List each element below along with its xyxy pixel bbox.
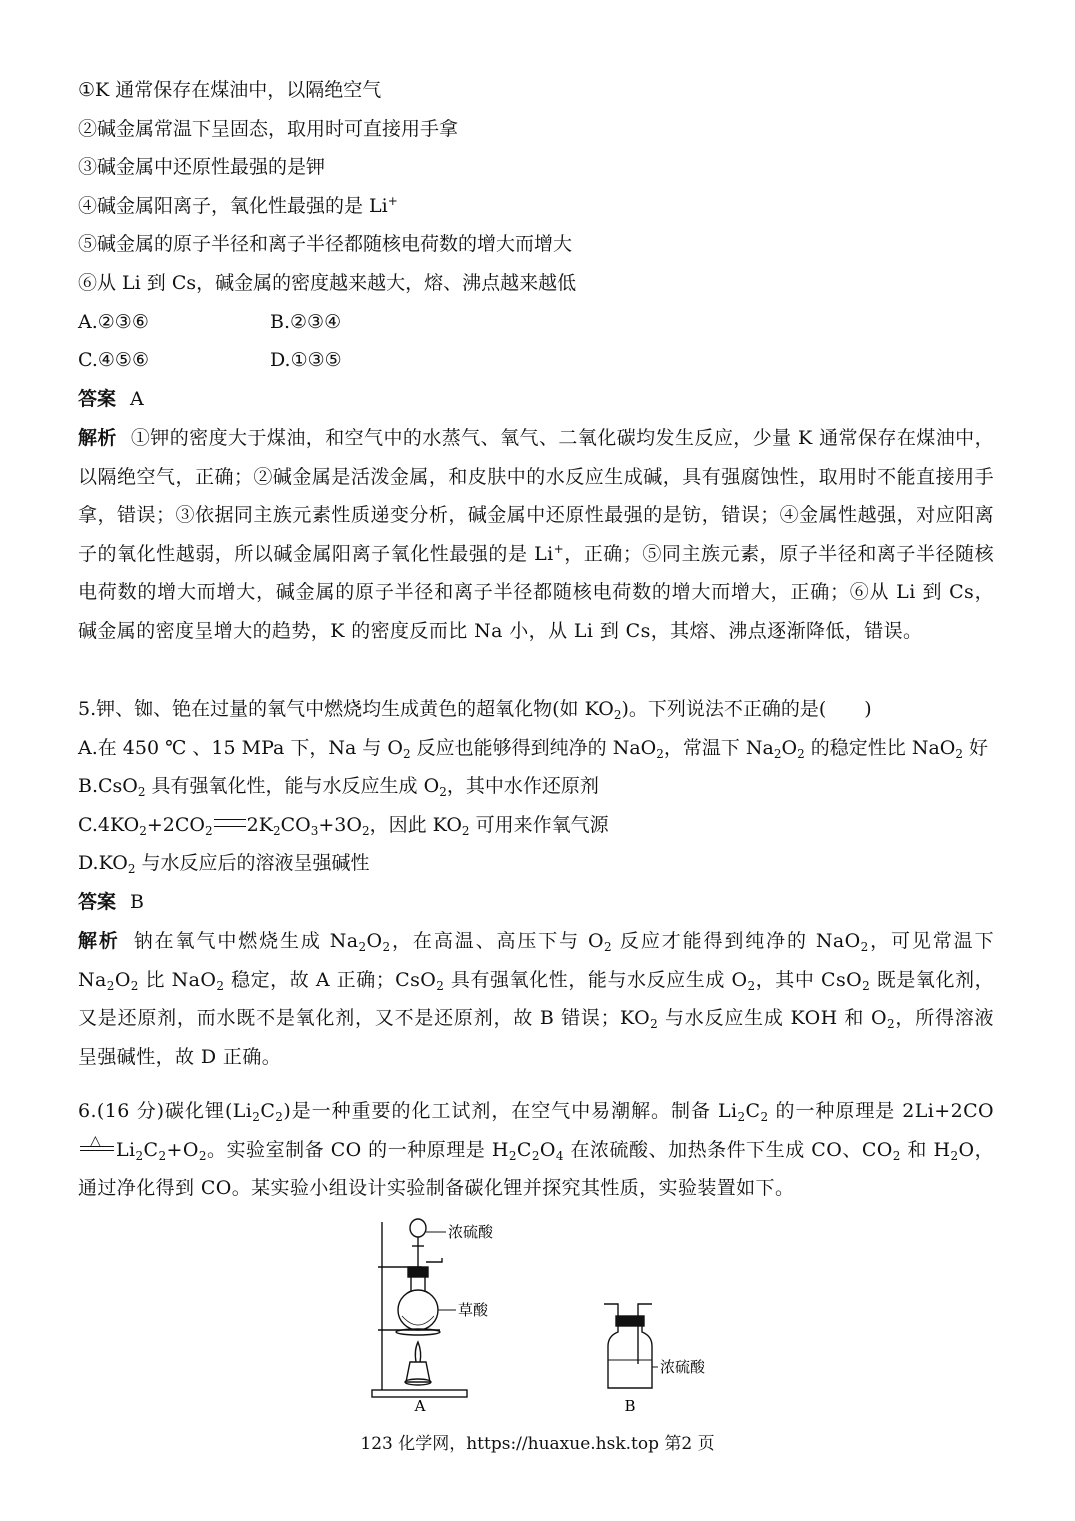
statement-2: ②碱金属常温下呈固态，取用时可直接用手拿 (78, 118, 459, 140)
label-oxalic-acid: 草酸 (458, 1301, 489, 1319)
option-b: B.②③④ (270, 311, 342, 333)
statement-1: ①K 通常保存在煤油中，以隔绝空气 (78, 79, 382, 101)
statement-6: ⑥从 Li 到 Cs，碱金属的密度越来越大，熔、沸点越来越低 (78, 272, 577, 294)
q5-option-d: $D.KO_2$ 与水反应后的溶液呈强碱性 (78, 852, 370, 876)
apparatus-b (604, 1304, 652, 1388)
q5-option-b: B.CsO$_2$ 具有强氧化性，能与水反应生成 $O_2$，其中水作还原剂 (78, 775, 599, 799)
option-d: D.①③⑤ (270, 349, 342, 371)
question-5-stem: 5.钾、铷、铯在过量的氧气中燃烧均生成黄色的超氧化物(如 $KO_2$)。下列说法不正确的是( ) (78, 698, 872, 722)
option-a: A.②③⑥ (78, 311, 149, 333)
heat-equals-sign: △ (78, 1138, 116, 1158)
label-acid-1: 浓硫酸 (448, 1223, 494, 1241)
equals-sign (214, 819, 246, 827)
analysis-5: 解析 钠在氧气中燃烧生成 $Na_2O_2$，在高温、高压下与 $O_2$ 反应才能得到纯净的 NaO$_2$，可见常温下 $Na_2O_2$ 比 NaO$_2$ 稳定，故 A 正确；CsO$_2$ 具有强氧化性，能与水反应生成 $O_2$，其中 CsO$_2$ 既是氧化剂，又是还原剂，而水既不是氧化剂，又不是还原剂，故 B 错误；$KO_2$ 与水反应生成 KOH 和 $O_2$，所得溶液呈强碱性，故 D 正确。 (78, 930, 994, 1068)
analysis-4: 解析 ①钾的密度大于煤油，和空气中的水蒸气、氧气、二氧化碳均发生反应，少量 K 通常保存在煤油中，以隔绝空气，正确；②碱金属是活泼金属，和皮肤中的水反应生成碱，具有强腐蚀性，取用时不能直接用手拿，错误；③依据同主族元素性质递变分析，碱金属中还原性最强的是钫，错误；④金属性越强，对应阳离子的氧化性越弱，所以碱金属阳离子氧化性最强的是 Li+，正确；⑤同主族元素，原子半径和离子半径随核电荷数的增大而增大，碱金属的原子半径和离子半径都随核电荷数的增大而增大，正确；⑥从 Li 到 Cs，碱金属的密度呈增大的趋势，K 的密度反而比 Na 小，从 Li 到 Cs，其熔、沸点逐渐降低，错误。 (78, 427, 994, 642)
statement-3: ③碱金属中还原性最强的是钾 (78, 156, 326, 178)
options-row-1 (78, 310, 341, 334)
statement-4: ④碱金属阳离子，氧化性最强的是 Li+ (78, 194, 398, 217)
options-row-2 (78, 348, 342, 372)
q5-option-a: A.在 450 ℃ 、15 MPa 下，Na 与 $O_2$ 反应也能够得到纯净的 NaO$_2$，常温下 $Na_2O_2$ 的稳定性比 NaO$_2$ 好 (78, 737, 989, 761)
option-c: C.④⑤⑥ (78, 349, 149, 371)
statement-5: ⑤碱金属的原子半径和离子半径都随核电荷数的增大而增大 (78, 233, 573, 255)
label-apparatus-b: B (624, 1397, 636, 1415)
question-6-stem: 6.(16 分)碳化锂$(Li_2C_2)$是一种重要的化工试剂，在空气中易潮解。制备 $Li_2C_2$ 的一种原理是 2Li+2CO △ $Li_2C_2+O_2$。实验室制备 CO 的一种原理是 $H_2C_2O_4$ 在浓硫酸、加热条件下生成 CO、$CO_2$ 和 $H_2O$，通过净化得到 CO。某实验小组设计实验制备碳化锂并探究其性质，实验装置如下。 (78, 1100, 994, 1200)
apparatus-figure (360, 1212, 740, 1417)
page-footer: 123 化学网，https://huaxue.hsk.top 第2 页 (360, 1434, 715, 1454)
label-acid-2: 浓硫酸 (660, 1358, 706, 1376)
label-apparatus-a: A (414, 1397, 426, 1415)
answer-4: 答案 A (78, 388, 144, 410)
apparatus-a (372, 1219, 467, 1397)
answer-5: 答案 B (78, 891, 144, 913)
q5-option-c: $C.4KO_2+2CO_2$ $2K_2CO_3+3O_2$，因此 $KO_2$ 可用来作氧气源 (78, 814, 609, 838)
